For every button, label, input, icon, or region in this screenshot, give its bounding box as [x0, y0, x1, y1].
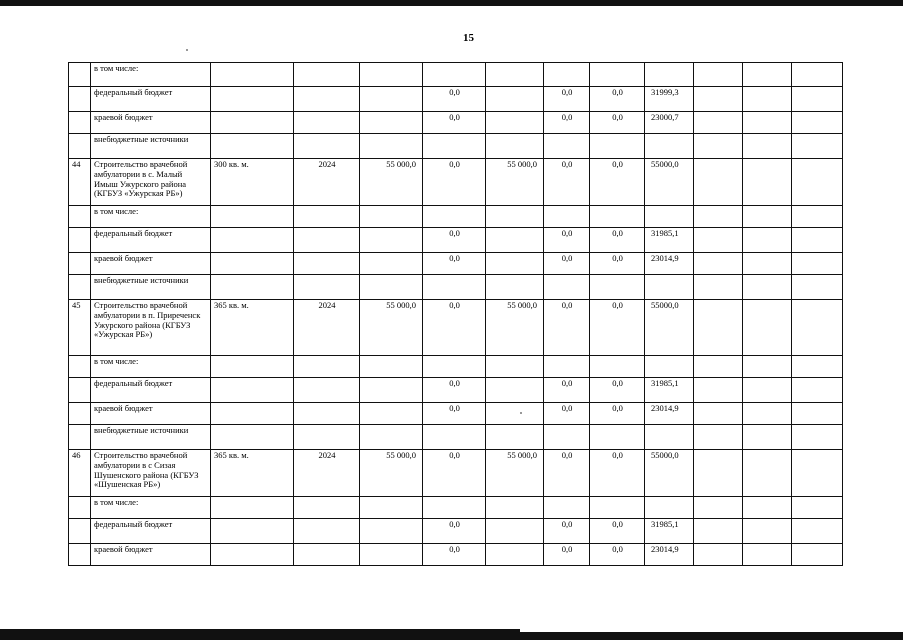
empty-cell — [792, 228, 843, 253]
capacity-cell — [211, 544, 294, 566]
total-cost-cell — [360, 544, 423, 566]
funding-cell — [645, 356, 694, 378]
value-cell: 0,0 — [544, 519, 590, 544]
year-cell — [294, 228, 360, 253]
year-cell — [294, 275, 360, 300]
total-cost-cell — [360, 63, 423, 87]
year-cell — [294, 356, 360, 378]
item-name: внебюджетные источники — [91, 275, 211, 300]
total-cost-cell — [360, 206, 423, 228]
value-cell — [544, 275, 590, 300]
total-cost-cell — [360, 378, 423, 403]
funding-cell: 23014,9 — [645, 544, 694, 566]
budget-source-row — [69, 63, 843, 87]
empty-cell — [694, 544, 743, 566]
year-cell — [294, 403, 360, 425]
value-cell: 0,0 — [544, 544, 590, 566]
value-cell: 0,0 — [590, 450, 645, 497]
budget-source-row — [69, 275, 843, 300]
total-cost-cell — [360, 425, 423, 450]
total-cost-cell — [360, 253, 423, 275]
item-name: Строительство врачебной амбулатории в п. Приреченск Ужурского района (КГБУЗ «Ужурская РБ») — [91, 300, 211, 356]
empty-cell — [743, 87, 792, 112]
empty-cell — [792, 275, 843, 300]
item-name: внебюджетные источники — [91, 425, 211, 450]
row-number — [69, 275, 91, 300]
funding-cell: 23014,9 — [645, 253, 694, 275]
value-cell: 0,0 — [590, 378, 645, 403]
remaining-cost-cell: 55 000,0 — [486, 159, 544, 206]
empty-cell — [694, 356, 743, 378]
empty-cell — [792, 378, 843, 403]
capacity-cell — [211, 112, 294, 134]
budget-source-row — [69, 206, 843, 228]
value-cell: 0,0 — [590, 87, 645, 112]
total-cost-cell — [360, 519, 423, 544]
row-number — [69, 87, 91, 112]
budget-source-row — [69, 253, 843, 275]
capacity-cell — [211, 87, 294, 112]
row-number — [69, 544, 91, 566]
remaining-cost-cell — [486, 63, 544, 87]
funding-cell — [645, 206, 694, 228]
remaining-cost-cell — [486, 544, 544, 566]
value-cell: 0,0 — [544, 87, 590, 112]
value-cell: 0,0 — [544, 300, 590, 356]
funding-cell: 55000,0 — [645, 450, 694, 497]
budget-source-row — [69, 425, 843, 450]
value-cell — [544, 497, 590, 519]
empty-cell — [694, 206, 743, 228]
value-cell: 0,0 — [423, 253, 486, 275]
scan-edge-bottom — [0, 632, 903, 640]
item-name: краевой бюджет — [91, 112, 211, 134]
project-row — [69, 159, 843, 206]
row-number: 44 — [69, 159, 91, 206]
empty-cell — [743, 228, 792, 253]
total-cost-cell — [360, 134, 423, 159]
empty-cell — [694, 300, 743, 356]
empty-cell — [694, 378, 743, 403]
capacity-cell: 300 кв. м. — [211, 159, 294, 206]
empty-cell — [743, 63, 792, 87]
year-cell: 2024 — [294, 450, 360, 497]
value-cell — [544, 63, 590, 87]
capacity-cell — [211, 63, 294, 87]
value-cell: 0,0 — [423, 300, 486, 356]
budget-source-row — [69, 403, 843, 425]
budget-source-row — [69, 519, 843, 544]
empty-cell — [743, 112, 792, 134]
value-cell — [423, 275, 486, 300]
scan-edge-top — [0, 0, 903, 6]
year-cell — [294, 378, 360, 403]
row-number: 46 — [69, 450, 91, 497]
item-name: краевой бюджет — [91, 544, 211, 566]
empty-cell — [694, 253, 743, 275]
empty-cell — [792, 425, 843, 450]
remaining-cost-cell — [486, 112, 544, 134]
remaining-cost-cell — [486, 425, 544, 450]
year-cell — [294, 206, 360, 228]
row-number: 45 — [69, 300, 91, 356]
capacity-cell — [211, 403, 294, 425]
value-cell — [590, 497, 645, 519]
total-cost-cell — [360, 497, 423, 519]
row-number — [69, 63, 91, 87]
remaining-cost-cell: 55 000,0 — [486, 450, 544, 497]
empty-cell — [694, 275, 743, 300]
item-name: федеральный бюджет — [91, 87, 211, 112]
scan-speck — [186, 49, 188, 51]
item-name: в том числе: — [91, 63, 211, 87]
remaining-cost-cell — [486, 378, 544, 403]
value-cell: 0,0 — [590, 403, 645, 425]
empty-cell — [792, 497, 843, 519]
capacity-cell — [211, 378, 294, 403]
value-cell: 0,0 — [544, 112, 590, 134]
empty-cell — [743, 253, 792, 275]
remaining-cost-cell — [486, 228, 544, 253]
empty-cell — [694, 87, 743, 112]
capacity-cell — [211, 275, 294, 300]
value-cell — [590, 134, 645, 159]
year-cell — [294, 87, 360, 112]
remaining-cost-cell — [486, 403, 544, 425]
item-name: внебюджетные источники — [91, 134, 211, 159]
year-cell — [294, 253, 360, 275]
value-cell: 0,0 — [423, 403, 486, 425]
empty-cell — [743, 356, 792, 378]
total-cost-cell — [360, 275, 423, 300]
remaining-cost-cell — [486, 275, 544, 300]
value-cell: 0,0 — [590, 544, 645, 566]
total-cost-cell — [360, 112, 423, 134]
value-cell — [423, 356, 486, 378]
value-cell: 0,0 — [544, 450, 590, 497]
item-name: федеральный бюджет — [91, 228, 211, 253]
empty-cell — [792, 300, 843, 356]
value-cell — [423, 425, 486, 450]
empty-cell — [694, 134, 743, 159]
capacity-cell — [211, 134, 294, 159]
table-body — [69, 63, 843, 566]
remaining-cost-cell — [486, 356, 544, 378]
value-cell: 0,0 — [544, 253, 590, 275]
empty-cell — [694, 519, 743, 544]
empty-cell — [694, 228, 743, 253]
funding-cell: 31985,1 — [645, 228, 694, 253]
funding-cell: 55000,0 — [645, 300, 694, 356]
item-name: в том числе: — [91, 497, 211, 519]
empty-cell — [694, 112, 743, 134]
value-cell — [544, 206, 590, 228]
year-cell — [294, 112, 360, 134]
capacity-cell — [211, 519, 294, 544]
value-cell: 0,0 — [423, 228, 486, 253]
project-row — [69, 300, 843, 356]
row-number — [69, 378, 91, 403]
empty-cell — [694, 403, 743, 425]
empty-cell — [743, 378, 792, 403]
year-cell — [294, 63, 360, 87]
year-cell — [294, 497, 360, 519]
empty-cell — [694, 159, 743, 206]
value-cell — [590, 63, 645, 87]
row-number — [69, 134, 91, 159]
budget-source-row — [69, 497, 843, 519]
item-name: федеральный бюджет — [91, 378, 211, 403]
capacity-cell — [211, 497, 294, 519]
item-name: в том числе: — [91, 206, 211, 228]
total-cost-cell — [360, 228, 423, 253]
year-cell — [294, 425, 360, 450]
project-row — [69, 450, 843, 497]
funding-cell — [645, 497, 694, 519]
empty-cell — [792, 112, 843, 134]
row-number — [69, 497, 91, 519]
empty-cell — [694, 497, 743, 519]
total-cost-cell — [360, 356, 423, 378]
value-cell — [544, 356, 590, 378]
row-number — [69, 253, 91, 275]
item-name: краевой бюджет — [91, 253, 211, 275]
empty-cell — [743, 403, 792, 425]
empty-cell — [743, 300, 792, 356]
row-number — [69, 112, 91, 134]
value-cell — [423, 497, 486, 519]
remaining-cost-cell — [486, 519, 544, 544]
value-cell: 0,0 — [590, 159, 645, 206]
empty-cell — [743, 134, 792, 159]
empty-cell — [792, 450, 843, 497]
funding-cell: 31985,1 — [645, 519, 694, 544]
row-number — [69, 519, 91, 544]
row-number — [69, 206, 91, 228]
value-cell: 0,0 — [423, 378, 486, 403]
value-cell: 0,0 — [590, 228, 645, 253]
empty-cell — [792, 403, 843, 425]
capacity-cell — [211, 253, 294, 275]
item-name: Строительство врачебной амбулатории в с. Малый Имыш Ужурского района (КГБУЗ «Ужурская РБ») — [91, 159, 211, 206]
empty-cell — [694, 450, 743, 497]
year-cell — [294, 544, 360, 566]
empty-cell — [792, 159, 843, 206]
value-cell: 0,0 — [423, 159, 486, 206]
empty-cell — [743, 450, 792, 497]
empty-cell — [743, 425, 792, 450]
empty-cell — [792, 206, 843, 228]
budget-source-row — [69, 378, 843, 403]
row-number — [69, 356, 91, 378]
value-cell: 0,0 — [423, 450, 486, 497]
value-cell — [423, 134, 486, 159]
capacity-cell — [211, 206, 294, 228]
capacity-cell: 365 кв. м. — [211, 300, 294, 356]
value-cell — [590, 425, 645, 450]
value-cell — [423, 63, 486, 87]
funding-cell: 55000,0 — [645, 159, 694, 206]
empty-cell — [743, 159, 792, 206]
value-cell: 0,0 — [544, 403, 590, 425]
remaining-cost-cell — [486, 253, 544, 275]
funding-cell: 23014,9 — [645, 403, 694, 425]
row-number — [69, 425, 91, 450]
empty-cell — [743, 206, 792, 228]
year-cell — [294, 134, 360, 159]
total-cost-cell: 55 000,0 — [360, 159, 423, 206]
empty-cell — [792, 356, 843, 378]
row-number — [69, 403, 91, 425]
empty-cell — [743, 544, 792, 566]
empty-cell — [792, 63, 843, 87]
funding-cell — [645, 425, 694, 450]
budget-source-row — [69, 87, 843, 112]
capacity-cell: 365 кв. м. — [211, 450, 294, 497]
item-name: в том числе: — [91, 356, 211, 378]
budget-source-row — [69, 112, 843, 134]
value-cell — [544, 134, 590, 159]
remaining-cost-cell — [486, 87, 544, 112]
value-cell: 0,0 — [423, 87, 486, 112]
budget-source-row — [69, 228, 843, 253]
value-cell: 0,0 — [423, 112, 486, 134]
row-number — [69, 228, 91, 253]
empty-cell — [743, 519, 792, 544]
value-cell: 0,0 — [590, 519, 645, 544]
value-cell: 0,0 — [423, 544, 486, 566]
value-cell: 0,0 — [544, 228, 590, 253]
funding-cell: 31999,3 — [645, 87, 694, 112]
value-cell — [423, 206, 486, 228]
empty-cell — [743, 497, 792, 519]
funding-cell — [645, 275, 694, 300]
total-cost-cell: 55 000,0 — [360, 450, 423, 497]
remaining-cost-cell — [486, 497, 544, 519]
budget-source-row — [69, 356, 843, 378]
value-cell — [590, 206, 645, 228]
value-cell: 0,0 — [544, 159, 590, 206]
year-cell — [294, 519, 360, 544]
funding-cell: 23000,7 — [645, 112, 694, 134]
capacity-cell — [211, 425, 294, 450]
empty-cell — [792, 87, 843, 112]
budget-table — [68, 62, 843, 566]
funding-cell — [645, 134, 694, 159]
empty-cell — [694, 425, 743, 450]
empty-cell — [743, 275, 792, 300]
value-cell: 0,0 — [544, 378, 590, 403]
year-cell: 2024 — [294, 300, 360, 356]
empty-cell — [792, 253, 843, 275]
funding-cell — [645, 63, 694, 87]
item-name: краевой бюджет — [91, 403, 211, 425]
remaining-cost-cell — [486, 206, 544, 228]
total-cost-cell — [360, 403, 423, 425]
budget-source-row — [69, 134, 843, 159]
value-cell: 0,0 — [423, 519, 486, 544]
capacity-cell — [211, 356, 294, 378]
capacity-cell — [211, 228, 294, 253]
value-cell: 0,0 — [590, 253, 645, 275]
value-cell — [590, 275, 645, 300]
funding-cell: 31985,1 — [645, 378, 694, 403]
item-name: федеральный бюджет — [91, 519, 211, 544]
total-cost-cell — [360, 87, 423, 112]
empty-cell — [792, 519, 843, 544]
item-name: Строительство врачебной амбулатории в с Сизая Шушенского района (КГБУЗ «Шушенская РБ») — [91, 450, 211, 497]
empty-cell — [792, 134, 843, 159]
year-cell: 2024 — [294, 159, 360, 206]
budget-source-row — [69, 544, 843, 566]
page-number: 15 — [463, 32, 474, 44]
value-cell: 0,0 — [590, 112, 645, 134]
value-cell: 0,0 — [590, 300, 645, 356]
remaining-cost-cell: 55 000,0 — [486, 300, 544, 356]
remaining-cost-cell — [486, 134, 544, 159]
value-cell — [544, 425, 590, 450]
value-cell — [590, 356, 645, 378]
empty-cell — [694, 63, 743, 87]
empty-cell — [792, 544, 843, 566]
total-cost-cell: 55 000,0 — [360, 300, 423, 356]
